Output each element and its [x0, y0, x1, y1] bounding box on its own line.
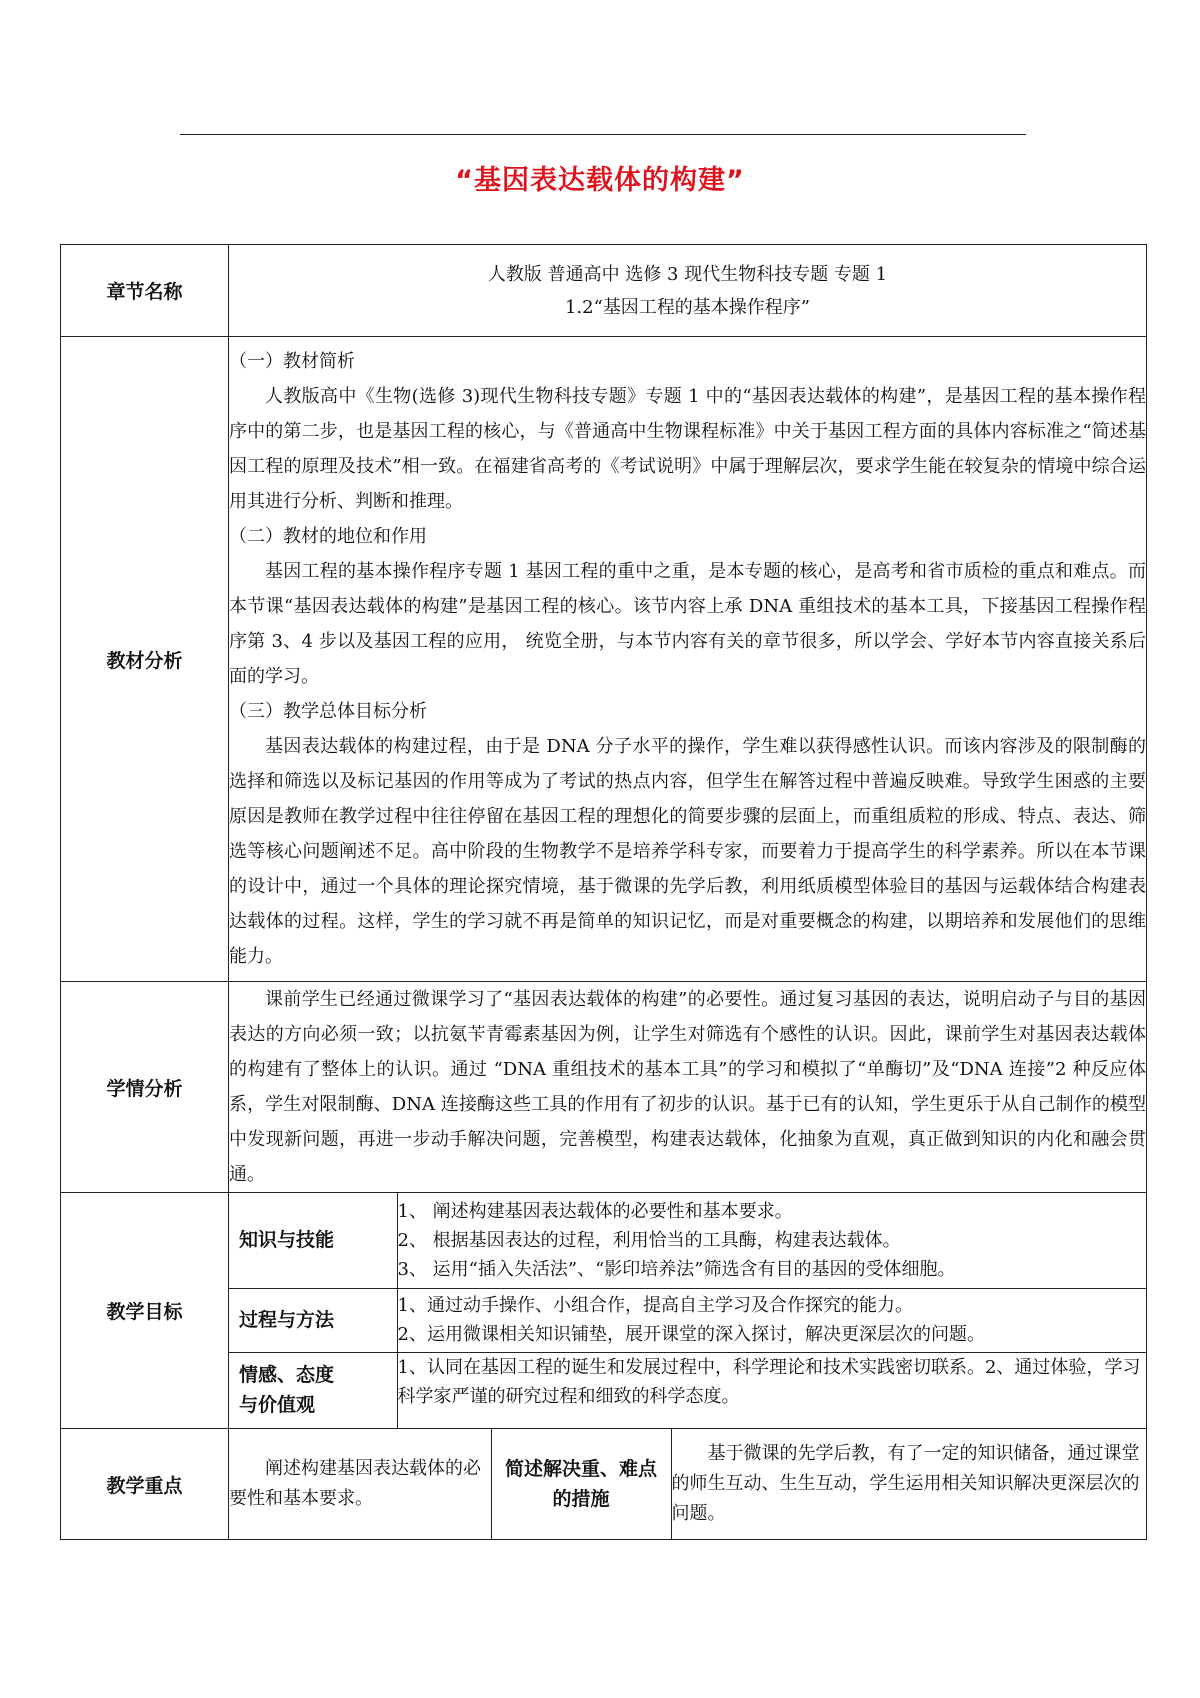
students-content [229, 982, 1147, 1193]
chapter-line-2: 1.2“基因工程的基本操作程序” [564, 296, 811, 318]
goal-process-label: 过程与方法 [229, 1288, 397, 1352]
goal-emotion-row [229, 1352, 1146, 1428]
measures-text: 基于微课的先学后教，有了一定的知识储备，通过课堂的师生互动、生生互动，学生运用相关知识解决更深层次的问题。 [671, 1443, 1140, 1524]
goal-knowledge-item: 3、 运用“插入失活法”、“影印培养法”筛选含有目的基因的受体细胞。 [397, 1258, 956, 1280]
goal-process-row [229, 1288, 1146, 1352]
material-heading-2: （二）教材的地位和作用 [229, 526, 427, 547]
goal-knowledge-row [229, 1193, 1146, 1288]
keypoint-label: 教学重点 [61, 1429, 229, 1540]
students-label: 学情分析 [61, 982, 229, 1193]
students-row [61, 982, 1147, 1193]
material-paragraph-1: 人教版高中《生物(选修 3)现代生物科技专题》专题 1 中的“基因表达载体的构建”，是基因工程的基本操作程序中的第二步，也是基因工程的核心，与《普通高中生物课程标准》中关于基因工程方面的具体内容标准之“简述基因工程的原理及技术”相一致。在福建省高考的《考试说明》中属于理解层次，要求学生能在较复杂的情境中综合运用其进行分析、判断和推理。 [229, 386, 1146, 512]
goal-knowledge-item: 2、 根据基因表达的过程，利用恰当的工具酶，构建表达载体。 [397, 1229, 901, 1251]
material-label: 教材分析 [61, 337, 229, 982]
keypoint-subtable [229, 1429, 1146, 1539]
students-paragraph: 课前学生已经通过微课学习了“基因表达载体的构建”的必要性。通过复习基因的表达，说明启动子与目的基因表达的方向必须一致；以抗氨苄青霉素基因为例，让学生对筛选有个感性的认识。因此，课前学生对基因表达载体的构建有了整体上的认识。通过 “DNA 重组技术的基本工具”的学习和模拟了“单酶切”及“DNA 连接”2 种反应体系，学生对限制酶、DNA 连接酶这些工具的作用有了初步的认识。基于已有的认知，学生更乐于从自己制作的模型中发现新问题，再进一步动手解决问题，完善模型，构建表达载体，化抽象为直观，真正做到知识的内化和融会贯通。 [229, 989, 1146, 1185]
keypoint-row [61, 1429, 1147, 1540]
chapter-line-1: 人教版 普通高中 选修 3 现代生物科技专题 专题 1 [487, 263, 888, 285]
goal-process-item: 2、运用微课相关知识铺垫，展开课堂的深入探讨，解决更深层次的问题。 [397, 1324, 985, 1345]
goal-emotion-text: 1、认同在基因工程的诞生和发展过程中，科学理论和技术实践密切联系。2、通过体验，学习科学家严谨的研究过程和细致的科学态度。 [397, 1356, 1141, 1407]
goals-content [229, 1193, 1147, 1429]
goal-knowledge-label: 知识与技能 [229, 1193, 397, 1288]
material-content [229, 337, 1147, 982]
material-heading-3: （三）教学总体目标分析 [229, 701, 427, 722]
goal-knowledge-item: 1、 阐述构建基因表达载体的必要性和基本要求。 [397, 1200, 793, 1222]
keypoint-text: 阐述构建基因表达载体的必要性和基本要求。 [229, 1429, 491, 1539]
material-heading-1: （一）教材简析 [229, 351, 355, 372]
goals-subtable [229, 1193, 1146, 1428]
keypoint-subrow [229, 1429, 1146, 1539]
top-rule [180, 134, 1026, 135]
chapter-label: 章节名称 [61, 245, 229, 337]
material-paragraph-2: 基因工程的基本操作程序专题 1 基因工程的重中之重，是本专题的核心，是高考和省市质检的重点和难点。而本节课“基因表达载体的构建”是基因工程的核心。该节内容上承 DNA 重组技术的基本工具，下接基因工程操作程序第 3、4 步以及基因工程的应用， 统览全册，与本节内容有关的章节很多，所以学会、学好本节内容直接关系后面的学习。 [229, 561, 1146, 687]
goals-label: 教学目标 [61, 1193, 229, 1429]
lesson-plan-table [60, 244, 1147, 1540]
measures-label: 简述解决重、难点的措施 [491, 1429, 671, 1539]
document-title: “基因表达载体的构建” [455, 165, 745, 196]
material-row [61, 337, 1147, 982]
goal-process-item: 1、通过动手操作、小组合作，提高自主学习及合作探究的能力。 [397, 1295, 913, 1316]
goals-row [61, 1193, 1147, 1429]
goal-emotion-label-line-2: 与价值观 [239, 1394, 316, 1417]
material-paragraph-3: 基因表达载体的构建过程，由于是 DNA 分子水平的操作，学生难以获得感性认识。而该内容涉及的限制酶的选择和筛选以及标记基因的作用等成为了考试的热点内容，但学生在解答过程中普遍反映难。导致学生困惑的主要原因是教师在教学过程中往往停留在基因工程的理想化的简要步骤的层面上，而重组质粒的形成、特点、表达、筛选等核心问题阐述不足。高中阶段的生物教学不是培养学科专家，而要着力于提高学生的科学素养。所以在本节课的设计中，通过一个具体的理论探究情境，基于微课的先学后教，利用纸质模型体验目的基因与运载体结合构建表达载体的过程。这样，学生的学习就不再是简单的知识记忆，而是对重要概念的构建，以期培养和发展他们的思维能力。 [229, 736, 1146, 967]
goal-emotion-label-line-1: 情感、态度 [239, 1364, 335, 1387]
goal-process-items [397, 1288, 1146, 1352]
chapter-row [61, 245, 1147, 337]
goal-emotion-label [229, 1352, 397, 1428]
chapter-value [229, 245, 1147, 337]
goal-knowledge-items [397, 1193, 1146, 1288]
keypoint-content [229, 1429, 1147, 1540]
